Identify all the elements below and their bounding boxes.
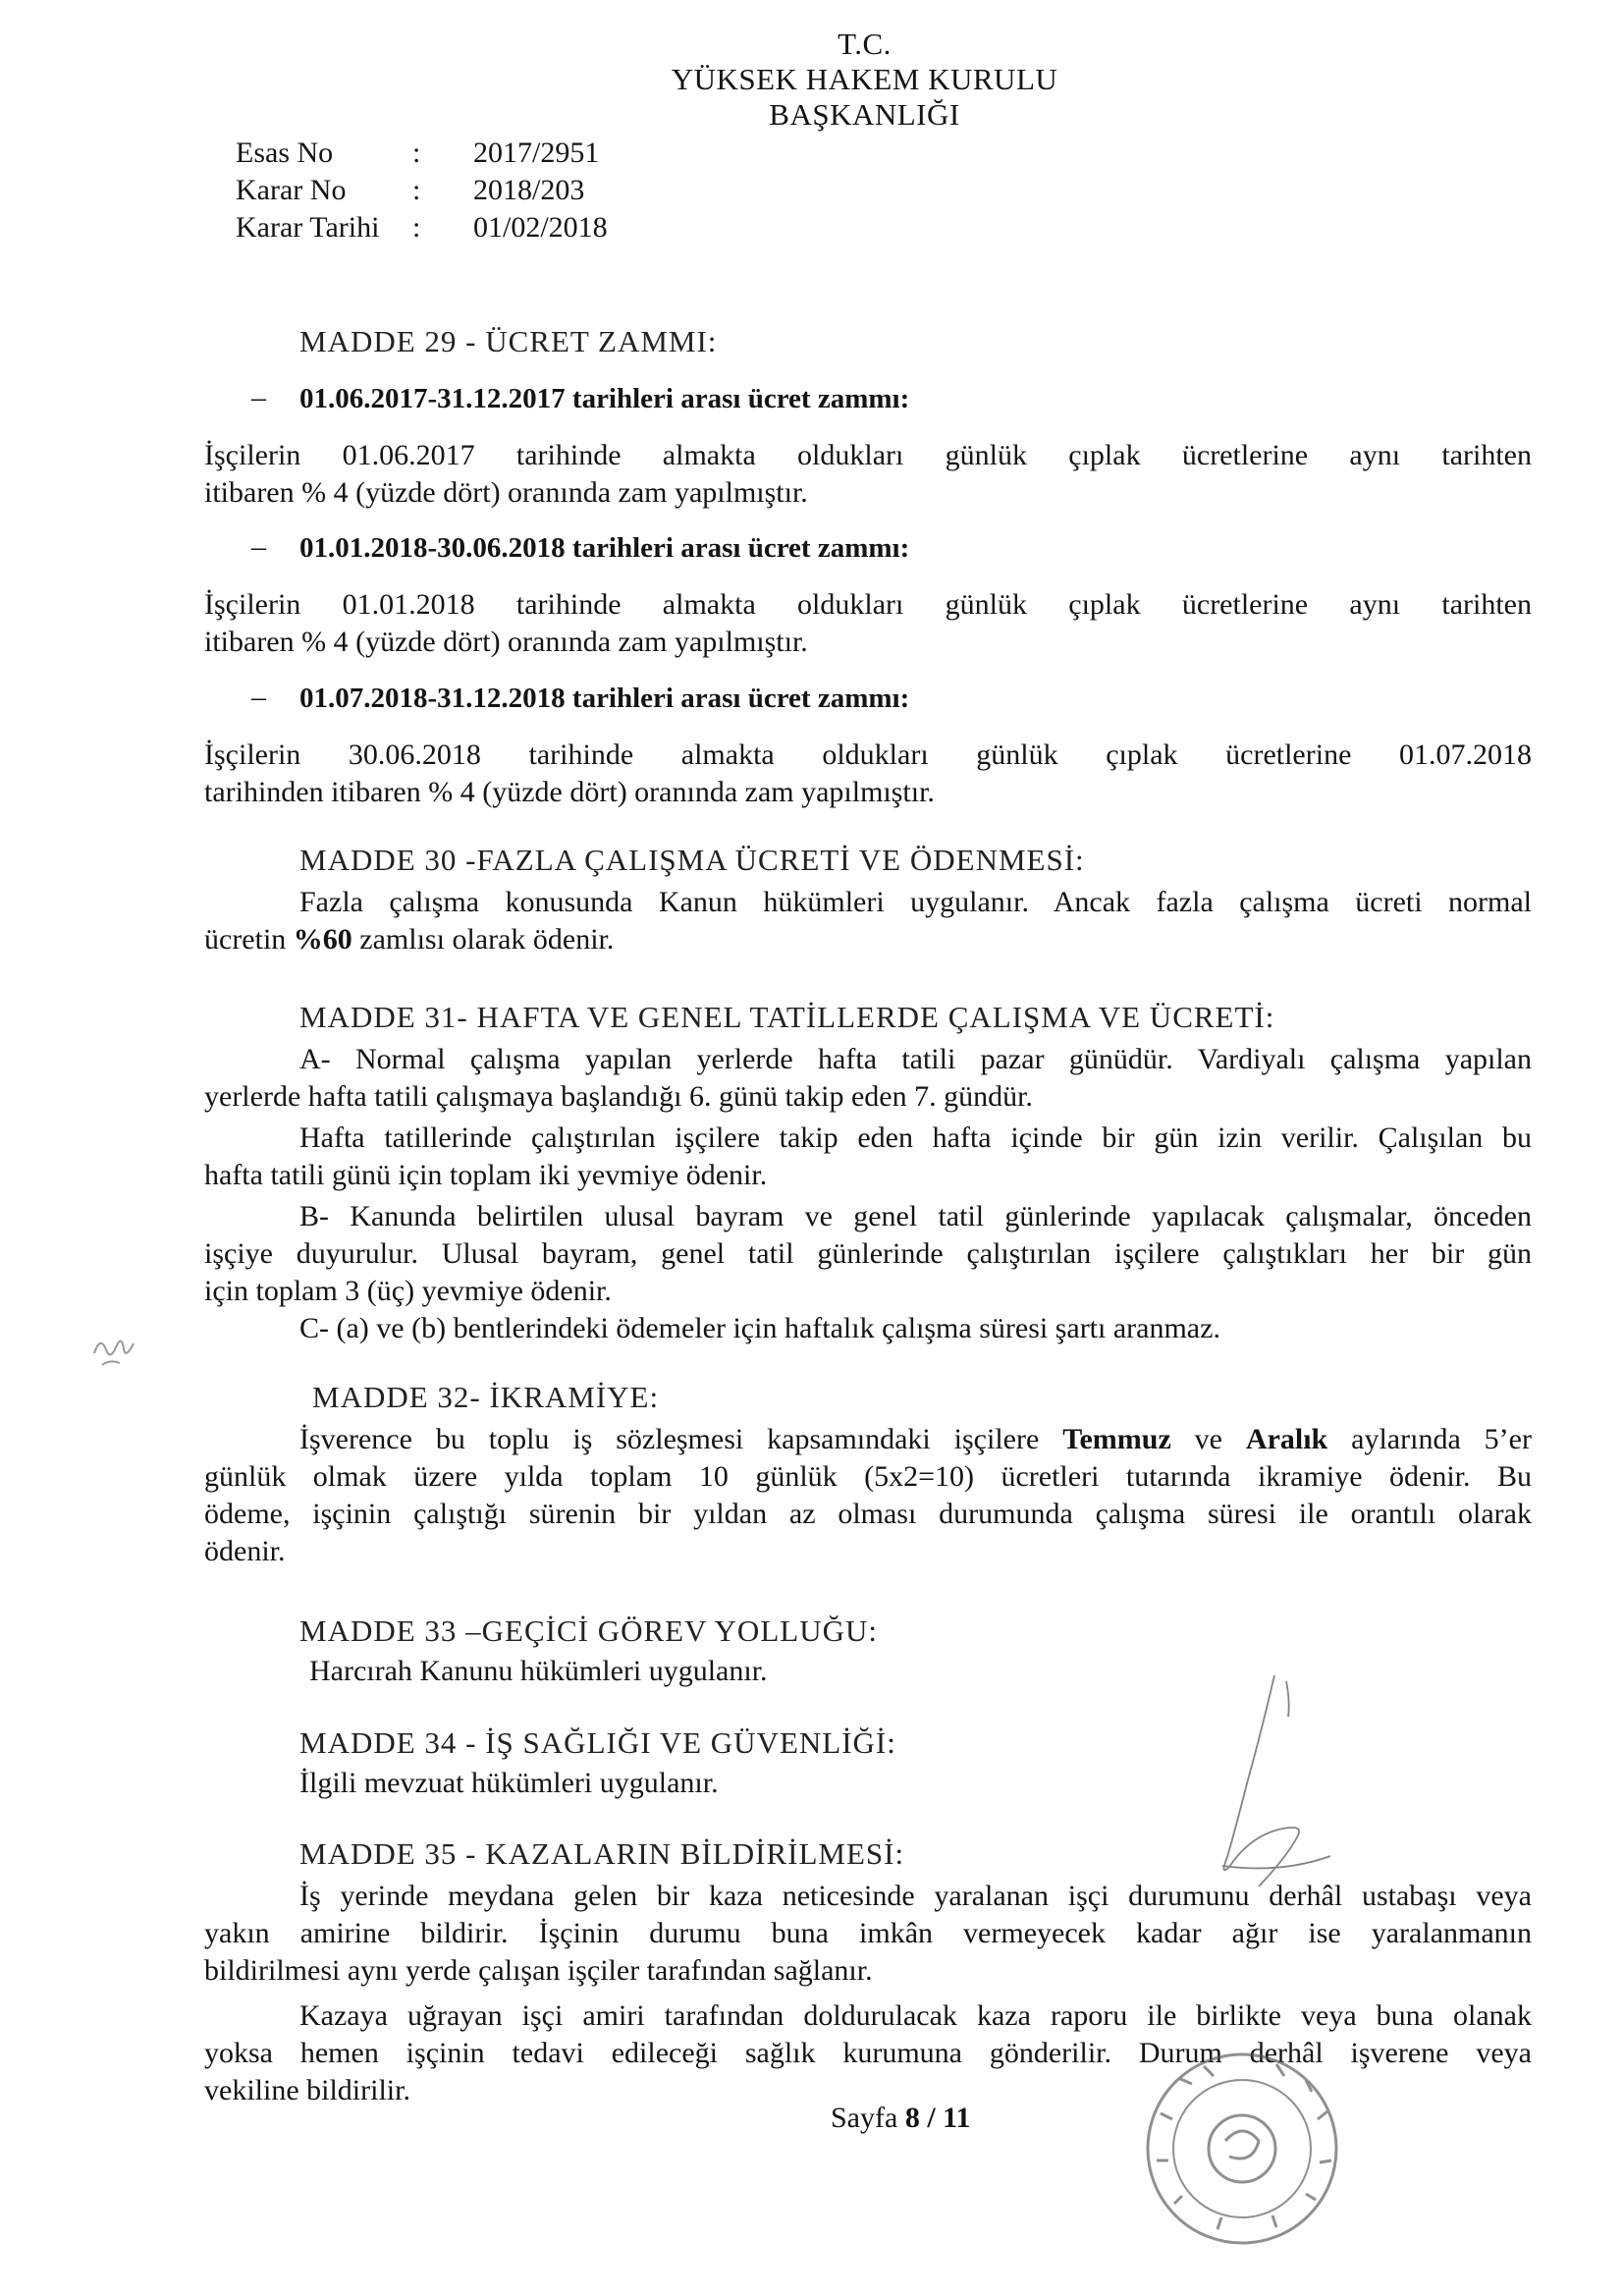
signature [1222,1675,1330,1886]
margin-initials [94,1340,134,1365]
article-29-sub-3-text: İşçilerin 30.06.2018 tarihinde almakta oldukları günlük çıplak ücretlerine 01.07.2018 tarihinden itibaren % 4 (yüzde dört) oranında zam yapılmıştır. [204,738,1532,808]
meta-row-tarih: Karar Tarihi : 01/02/2018 [236,209,608,246]
header-tc: T.C. [838,27,892,61]
meta-label: Karar Tarihi [236,211,380,244]
official-stamp-icon [1148,2054,1336,2243]
header-institution: YÜKSEK HAKEM KURULU [671,62,1058,96]
overtime-rate: %60 [293,923,352,956]
meta-row-esas: Esas No : 2017/2951 [236,135,608,172]
article-31-title: MADDE 31- HAFTA VE GENEL TATİLLERDE ÇALIŞMA VE ÜCRETİ: [299,1000,1275,1034]
article-29-sub-2-text: İşçilerin 01.01.2018 tarihinde almakta oldukları günlük çıplak ücretlerine aynı tarihten itibaren % 4 (yüzde dört) oranında zam yapılmıştır. [204,588,1532,658]
meta-row-karar: Karar No : 2018/203 [236,172,608,209]
article-33-text: Harcırah Kanunu hükümleri uygulanır. [309,1655,768,1687]
page-number: Sayfa 8 / 11 [831,2102,971,2134]
meta-value: 2018/203 [473,174,585,206]
article-30-title: MADDE 30 -FAZLA ÇALIŞMA ÜCRETİ VE ÖDENMESİ: [299,843,1085,877]
article-35-title: MADDE 35 - KAZALARIN BİLDİRİLMESİ: [299,1836,905,1871]
article-29-title: MADDE 29 - ÜCRET ZAMMI: [299,324,718,358]
meta-label: Esas No [236,137,334,169]
article-29-sub-3-heading: 01.07.2018-31.12.2018 tarihleri arası ücret zammı: [299,683,910,714]
article-34-title: MADDE 34 - İŞ SAĞLIĞI VE GÜVENLİĞİ: [299,1725,896,1760]
article-33-title: MADDE 33 –GEÇİCİ GÖREV YOLLUĞU: [299,1613,878,1648]
meta-value: 01/02/2018 [473,211,608,244]
month-december: Aralık [1245,1423,1328,1455]
article-29-sub-1-heading: 01.06.2017-31.12.2017 tarihleri arası ücret zammı: [299,383,910,414]
article-29-sub-1-text: İşçilerin 01.06.2017 tarihinde almakta oldukları günlük çıplak ücretlerine aynı tarihten itibaren % 4 (yüzde dört) oranında zam yapılmıştır. [204,439,1532,509]
month-july: Temmuz [1062,1423,1171,1455]
list-dash: – [251,381,266,413]
article-31-text: A- Normal çalışma yapılan yerlerde hafta tatili pazar günüdür. Vardiyalı çalışma yapılan yerlerde hafta tatili çalışmaya başlandığı 6. günü takip eden 7. gündür. Hafta tatillerinde çalıştırılan işçilere takip eden hafta içinde bir gün izin verilir. Çalışılan bu hafta tatili günü için toplam iki yevmiye ödenir. B- Kanunda belirtilen ulusal bayram ve genel tatil günlerinde yapılacak çalışmalar, önceden işçiye duyurulur. Ulusal bayram, genel tatil günlerinde çalıştırılan işçilere çalıştıkları her bir gün için toplam 3 (üç) yevmiye ödenir. C- (a) ve (b) bentlerindeki ödemeler için haftalık çalışma süresi şartı aranmaz. [204,1043,1532,1344]
article-30-text: Fazla çalışma konusunda Kanun hükümleri uygulanır. Ancak fazla çalışma ücreti normal ücretin %60 zamlısı olarak ödenir. [204,886,1532,956]
meta-label: Karar No [236,174,347,206]
list-dash: – [251,530,266,563]
article-32-text: İşverence bu toplu iş sözleşmesi kapsamındaki işçilere Temmuz ve Aralık aylarında 5’er günlük olmak üzere yılda toplam 10 günlük (5x2=10) ücretleri tutarında ikramiye ödenir. Bu ödeme, işçinin çalıştığı sürenin bir yıldan az olması durumunda çalışma süresi ile orantılı olarak ödenir. [204,1423,1532,1567]
article-32-title: MADDE 32- İKRAMİYE: [312,1380,660,1414]
header-department: BAŞKANLIĞI [769,97,960,132]
article-34-text: İlgili mevzuat hükümleri uygulanır. [299,1767,719,1799]
article-35-text: İş yerinde meydana gelen bir kaza neticesinde yaralanan işçi durumunu derhâl ustabaşı veya yakın amirine bildirir. İşçinin durumu buna imkân vermeyecek kadar ağır ise yaralanmanın bildirilmesi aynı yerde çalışan işçiler tarafından sağlanır. Kazaya uğrayan işçi amiri tarafından doldurulacak kaza raporu ile birlikte veya buna olanak yoksa hemen işçinin tedavi edileceği sağlık kurumuna gönderilir. Durum derhâl işverene veya vekiline bildirilir. [204,1880,1532,2106]
meta-value: 2017/2951 [473,137,600,169]
article-29-sub-2-heading: 01.01.2018-30.06.2018 tarihleri arası ücret zammı: [299,532,910,564]
list-dash: – [251,681,266,713]
